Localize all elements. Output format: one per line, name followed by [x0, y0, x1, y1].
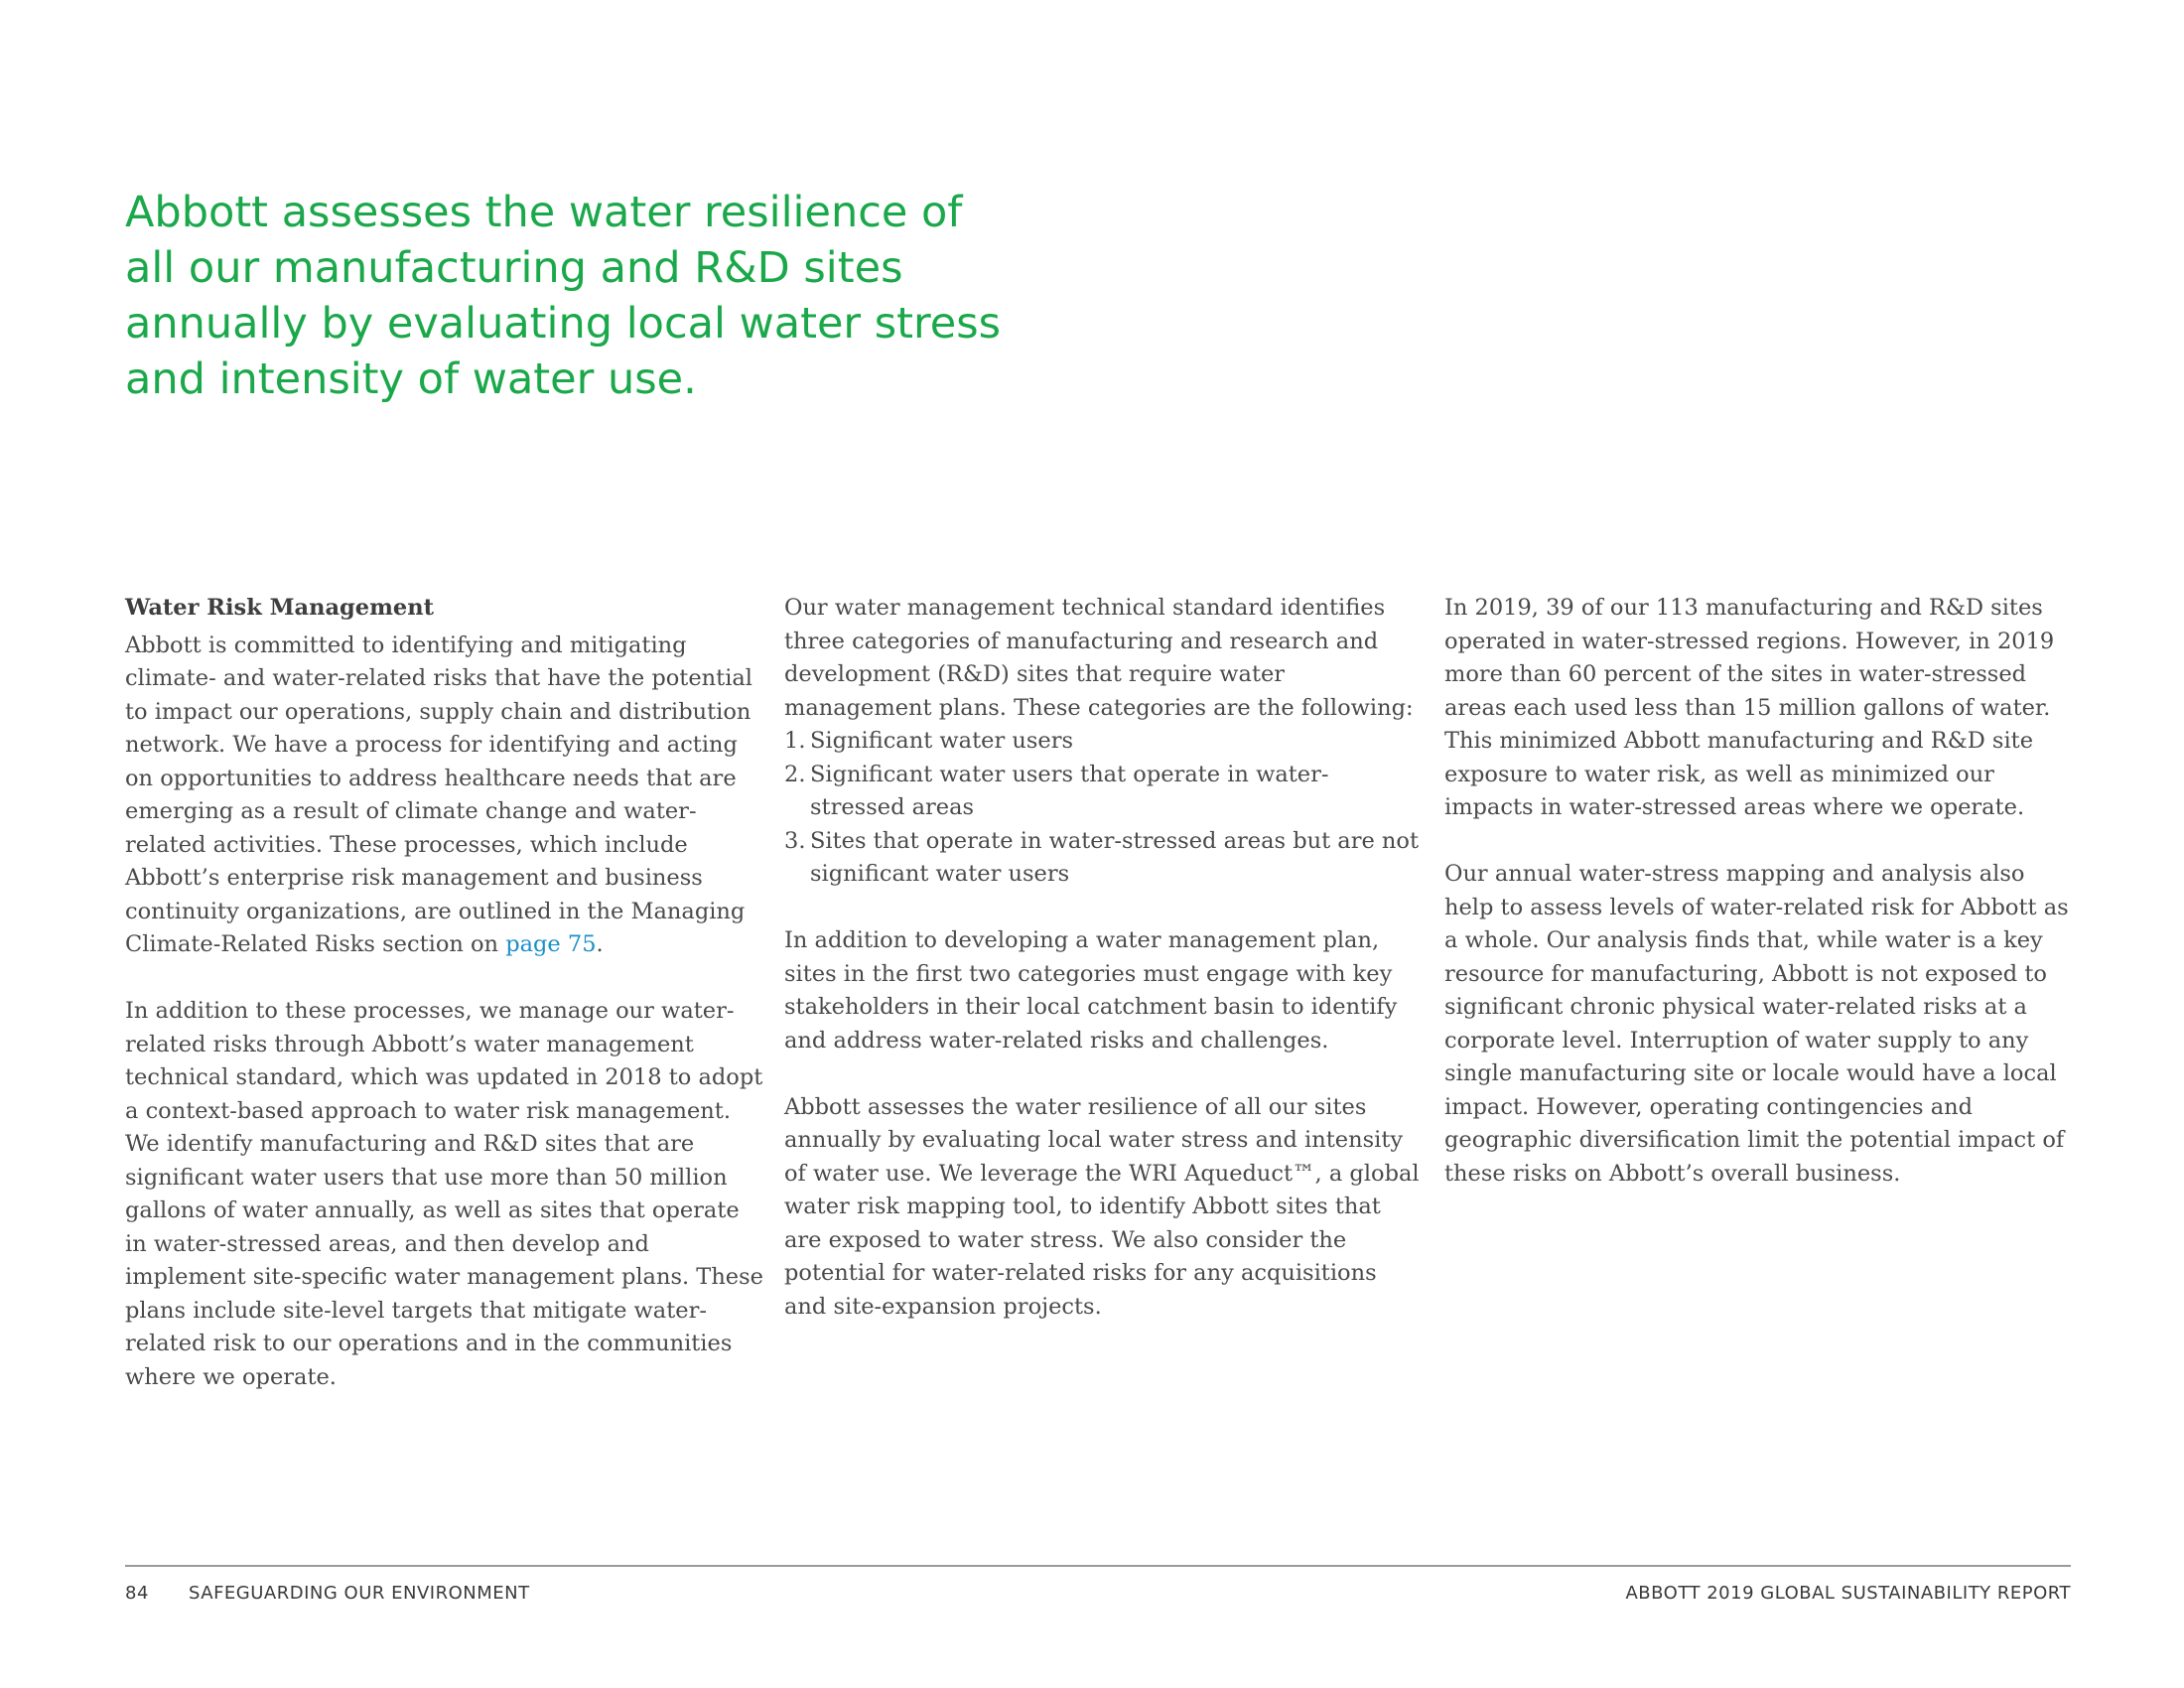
footer-report-title: ABBOTT 2019 GLOBAL SUSTAINABILITY REPORT	[1625, 1583, 2071, 1604]
page-number: 84	[125, 1583, 149, 1604]
body-paragraph: Our annual water-stress mapping and analysis also help to assess levels of water-related risk for Abbott as a whole. Our analysis finds that, while water is a key resource for manufacturing, Abbott is not exposed to significant chronic physical water-related risks at a corporate level. Interruption of water supply to any single manufacturing site or locale would have a local impact. However, operating contingencies and geographic diversification limit the potential impact of these risks on Abbott’s overall business.	[1444, 861, 2069, 1187]
column-1	[125, 592, 765, 1428]
list-number: 2.	[784, 761, 806, 787]
body-paragraph: In addition to these processes, we manage our water-related risks through Abbott’s water management technical standard, which was updated in 2018 to adopt a context-based approach to water risk management. We identify manufacturing and R&D sites that are significant water users that use more than 50 million gallons of water annually, as well as sites that operate in water-stressed areas, and then develop and implement site-specific water management plans. These plans include site-level targets that mitigate water-related risk to our operations and in the communities where we operate.	[125, 998, 763, 1390]
body-paragraph: Abbott assesses the water resilience of all our sites annually by evaluating local water stress and intensity of water use. We leverage the WRI Aqueduct™, a global water risk mapping tool, to identify Abbott sites that are exposed to water stress. We also consider the potential for water-related risks for any acquisitions and site-expansion projects.	[784, 1093, 1420, 1320]
category-list	[784, 725, 1420, 892]
body-paragraph: Our water management technical standard identifies three categories of manufacturing and research and development (R&D) sites that require water management plans. These categories are the following:	[784, 595, 1414, 721]
list-item-text: Significant water users	[810, 728, 1074, 754]
section-heading: Water Risk Management	[125, 595, 434, 621]
paragraph-text: Abbott is committed to identifying and mitigating climate- and water-related risks that have the potential to impact our operations, supply chain and distribution network. We have a process for identifying and acting on opportunities to address healthcare needs that are emerging as a result of climate change and water-related activities. These processes, which include Abbott’s enterprise risk management and business continuity organizations, are outlined in the Managing Climate-Related Risks section on	[125, 632, 752, 957]
paragraph-text-end: .	[596, 931, 604, 957]
list-item	[784, 759, 1420, 825]
page-headline: Abbott assesses the water resilience of all our manufacturing and R&D sites annually by evaluating local water stress and intensity of water use.	[125, 188, 1002, 404]
footer-section-title: SAFEGUARDING OUR ENVIRONMENT	[189, 1583, 530, 1604]
list-number: 3.	[784, 827, 806, 854]
column-3	[1444, 592, 2080, 1224]
body-paragraph	[125, 630, 765, 962]
list-item-text: Sites that operate in water-stressed areas but are not significant water users	[810, 827, 1420, 887]
list-item-text: Significant water users that operate in water-stressed areas	[810, 761, 1329, 820]
column-2	[784, 592, 1420, 1357]
body-paragraph: In 2019, 39 of our 113 manufacturing and R&D sites operated in water-stressed regions. However, in 2019 more than 60 percent of the sites in water-stressed areas each used less than 15 million gallons of water. This minimized Abbott manufacturing and R&D site exposure to water risk, as well as minimized our impacts in water-stressed areas where we operate.	[1444, 595, 2055, 820]
body-paragraph: In addition to developing a water management plan, sites in the first two categories must engage with key stakeholders in their local catchment basin to identify and address water-related risks and challenges.	[784, 927, 1398, 1054]
page-75-link[interactable]: page 75	[505, 931, 597, 957]
list-item	[784, 825, 1420, 892]
list-item	[784, 725, 1420, 759]
list-number: 1.	[784, 728, 806, 754]
footer-divider	[125, 1565, 2071, 1567]
